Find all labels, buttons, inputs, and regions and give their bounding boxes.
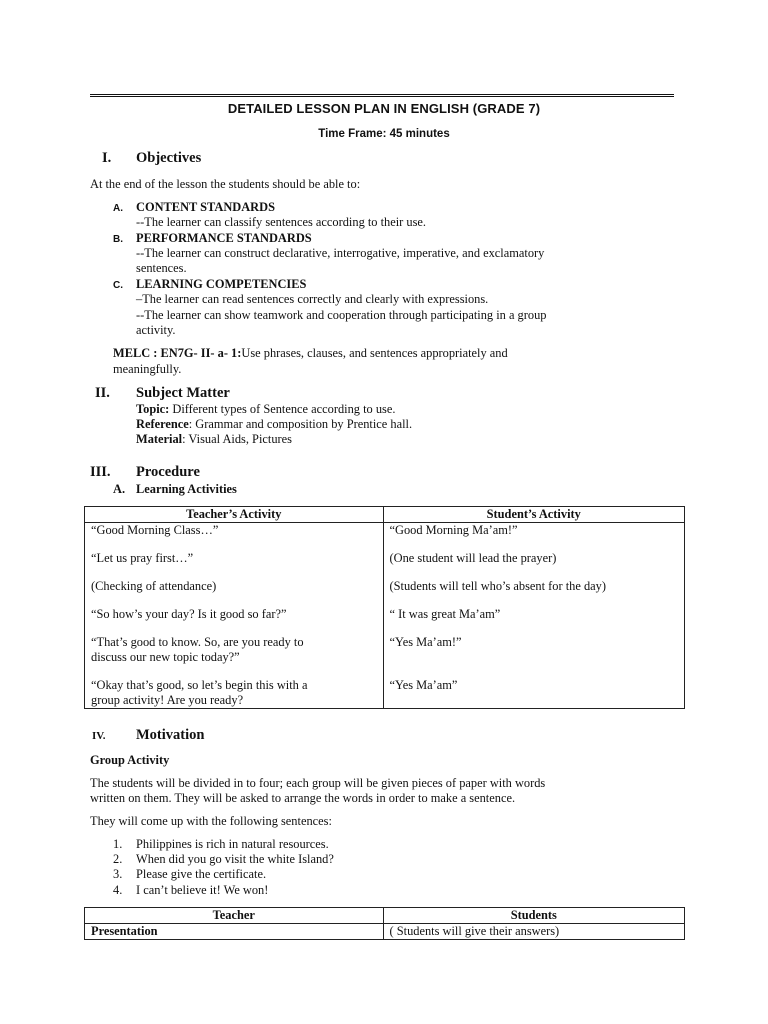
top-rule (90, 94, 674, 97)
teacher-line: (Checking of attendance) (91, 579, 217, 593)
topic-label: Topic: (136, 402, 170, 416)
sentence-num: 4. (113, 883, 123, 897)
objective-text-a: --The learner can classify sentences according to their use. (136, 215, 427, 229)
sentence-num: 2. (113, 852, 123, 866)
objective-letter-b: B. (113, 234, 123, 245)
objective-text-c-1: –The learner can read sentences correctly and clearly with expressions. (136, 292, 489, 306)
student-line: “Yes Ma’am” (389, 678, 458, 692)
section-numeral-procedure: III. (90, 464, 111, 480)
objective-letter-a: A. (113, 203, 123, 214)
sentence-text: I can’t believe it! We won! (136, 883, 269, 897)
sentence-num: 1. (113, 837, 123, 851)
objective-letter-c: C. (113, 280, 123, 291)
melc-line-2: meaningfully. (113, 362, 182, 376)
header-student-activity: Student’s Activity (383, 507, 685, 523)
section-numeral-subject: II. (95, 385, 110, 401)
document-title: DETAILED LESSON PLAN IN ENGLISH (GRADE 7) (227, 101, 541, 116)
section-heading-objectives: Objectives (136, 150, 202, 166)
teacher-line: group activity! Are you ready? (91, 693, 244, 707)
presentation-cell: Presentation (85, 924, 384, 940)
objective-text-c-3: activity. (136, 323, 176, 337)
topic-value: Different types of Sentence according to use. (169, 402, 396, 416)
header-teacher-activity: Teacher’s Activity (85, 507, 384, 523)
objectives-intro: At the end of the lesson the students should be able to: (90, 177, 361, 191)
objective-text-b-1: --The learner can construct declarative, interrogative, imperative, and exclamatory (136, 246, 545, 260)
material-value: : Visual Aids, Pictures (182, 432, 292, 446)
table-row (85, 924, 685, 940)
table-row (85, 523, 685, 709)
student-line: “Yes Ma’am!” (389, 635, 462, 649)
reference-value: : Grammar and composition by Prentice hall. (188, 417, 413, 431)
section-heading-procedure: Procedure (136, 464, 200, 480)
subject-topic (136, 402, 395, 417)
motivation-para-2: written on them. They will be asked to arrange the words in order to make a sentence. (90, 791, 516, 805)
subject-material (136, 432, 292, 447)
melc-label: MELC : EN7G- II- a- 1: (113, 346, 242, 360)
procedure-sub-heading: Learning Activities (136, 482, 237, 496)
motivation-sub-heading: Group Activity (90, 753, 170, 767)
sentence-text: Please give the certificate. (136, 867, 267, 881)
objective-text-b-2: sentences. (136, 261, 187, 275)
student-line: “ It was great Ma’am” (389, 607, 501, 621)
teacher-line: “That’s good to know. So, are you ready to (91, 635, 304, 649)
time-frame: Time Frame: 45 minutes (318, 128, 450, 140)
objective-title-a: CONTENT STANDARDS (136, 200, 275, 214)
melc-text: Use phrases, clauses, and sentences appropriately and (241, 346, 508, 360)
learning-activities-table (84, 506, 685, 709)
header-students: Students (383, 908, 684, 924)
section-numeral-motivation: IV. (92, 730, 106, 742)
material-label: Material (136, 432, 183, 446)
objective-title-b: PERFORMANCE STANDARDS (136, 231, 312, 245)
header-teacher: Teacher (85, 908, 384, 924)
subject-reference (136, 417, 412, 432)
students-answer-cell: ( Students will give their answers) (383, 924, 684, 940)
procedure-sub-letter: A. (113, 482, 126, 496)
student-line: “Good Morning Ma’am!” (389, 523, 518, 537)
objective-title-c: LEARNING COMPETENCIES (136, 277, 307, 291)
section-heading-subject: Subject Matter (136, 385, 230, 401)
student-line: (Students will tell who’s absent for the day) (389, 579, 606, 593)
sentence-text: Philippines is rich in natural resources. (136, 837, 329, 851)
presentation-table (84, 907, 685, 940)
motivation-para-1: The students will be divided in to four; each group will be given pieces of paper with words (90, 776, 546, 790)
teacher-line: “Good Morning Class…” (91, 523, 219, 537)
section-heading-motivation: Motivation (136, 727, 205, 743)
sentence-text: When did you go visit the white Island? (136, 852, 334, 866)
section-numeral-objectives: I. (102, 150, 112, 166)
teacher-line: discuss our new topic today?” (91, 650, 240, 664)
teacher-line: “Let us pray first…” (91, 551, 194, 565)
melc-line-1 (113, 346, 508, 361)
table-header-row (85, 507, 685, 523)
student-line: (One student will lead the prayer) (389, 551, 557, 565)
table-header-row (85, 908, 685, 924)
teacher-line: “So how’s your day? Is it good so far?” (91, 607, 287, 621)
sentence-num: 3. (113, 867, 123, 881)
teacher-line: “Okay that’s good, so let’s begin this with a (91, 678, 308, 692)
reference-label: Reference (136, 417, 189, 431)
motivation-para-3: They will come up with the following sentences: (90, 814, 332, 828)
objective-text-c-2: --The learner can show teamwork and cooperation through participating in a group (136, 308, 547, 322)
